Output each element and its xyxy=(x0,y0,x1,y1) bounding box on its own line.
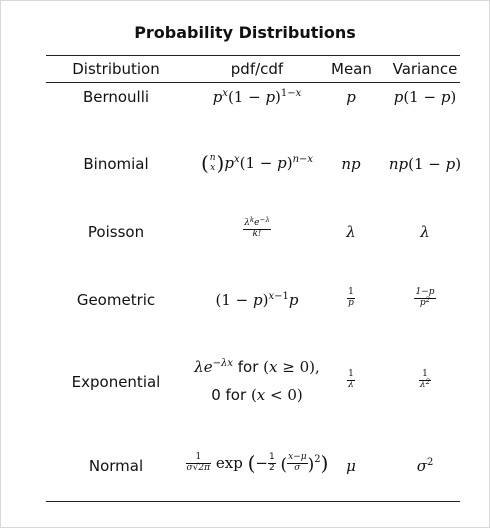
row-exponential-mean: $\frac{1}{\lambda}$ xyxy=(348,369,354,390)
row-poisson-name: Poisson xyxy=(87,223,145,241)
row-poisson-mean: λ xyxy=(346,223,356,241)
row-bernoulli-pdf: $p^x(1 - p)^{1-x}$ xyxy=(212,88,302,106)
row-bernoulli-variance: p(1 − p) xyxy=(393,88,457,106)
top-rule xyxy=(46,55,460,56)
row-normal-mean: μ xyxy=(346,457,356,475)
header-pdf-cdf: pdf/cdf xyxy=(230,60,284,78)
row-normal-variance: $\sigma^2$ xyxy=(416,457,434,475)
bottom-rule xyxy=(46,501,460,502)
row-geometric-variance: $\frac{1-p}{p^2}$ xyxy=(415,287,435,308)
row-bernoulli-name: Bernoulli xyxy=(82,88,150,106)
row-exponential-pdf-line1: $\lambda e^{-\lambda x}$ for (x ≥ 0), xyxy=(194,358,320,376)
header-rule xyxy=(46,82,460,83)
row-binomial-variance: np(1 − p) xyxy=(388,155,462,173)
row-exponential-variance: $\frac{1}{\lambda^2}$ xyxy=(419,369,431,390)
row-normal-pdf: $\frac{1}{\sigma√2\pi}$ exp (− $\frac{1}{2}$ ( $\frac{x-\mu}{\sigma}$ )$^2$) xyxy=(186,451,329,475)
row-geometric-name: Geometric xyxy=(76,291,156,309)
row-binomial-mean: np xyxy=(341,155,361,173)
row-normal-name: Normal xyxy=(88,457,144,475)
row-geometric-mean: $\frac{1}{p}$ xyxy=(348,287,354,308)
row-geometric-pdf: $(1 - p)^{x-1}p$ xyxy=(215,291,299,309)
row-binomial-pdf: ( n x )$p^x(1 - p)^{n-x}$ xyxy=(200,151,314,175)
header-distribution: Distribution xyxy=(72,60,160,78)
row-exponential-pdf-line2: 0 for (x < 0) xyxy=(211,386,303,404)
table-title: Probability Distributions xyxy=(134,23,356,42)
row-exponential-name: Exponential xyxy=(71,373,161,391)
header-mean: Mean xyxy=(331,60,372,78)
row-poisson-pdf: $\frac{\lambda^ke^{-\lambda}}{k!}$ xyxy=(244,216,270,239)
header-variance: Variance xyxy=(392,60,458,78)
row-binomial-name: Binomial xyxy=(83,155,149,173)
row-poisson-variance: λ xyxy=(420,223,430,241)
row-bernoulli-mean: p xyxy=(346,88,356,106)
